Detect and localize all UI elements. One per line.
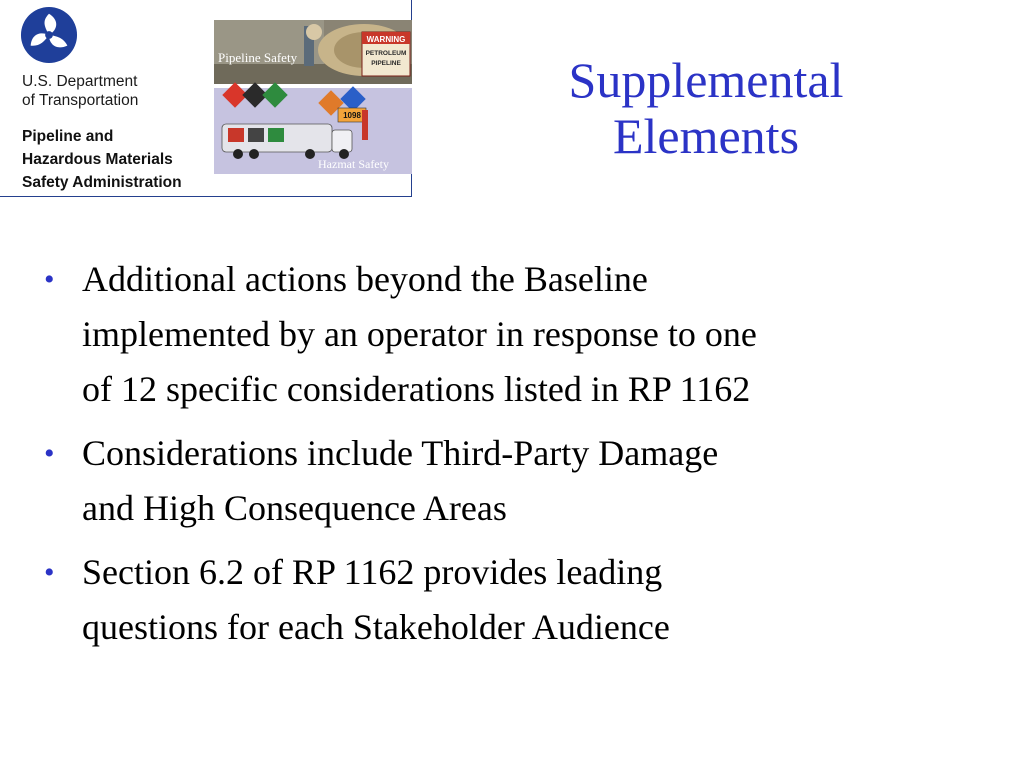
agency-header (0, 0, 412, 197)
bullet-line: questions for each Stakeholder Audience (82, 607, 670, 647)
bullet-item (40, 426, 1000, 536)
bullet-line: implemented by an operator in response to one (82, 314, 757, 354)
sign-line: PIPELINE (371, 60, 401, 67)
slide-title (478, 52, 934, 164)
sign-line: WARNING (366, 35, 406, 44)
placard-number: 1098 (343, 111, 361, 120)
pipeline-safety-label: Pipeline Safety (218, 50, 298, 65)
safety-banner-image (214, 20, 412, 174)
bullet-line: of 12 specific considerations listed in RP 1162 (82, 369, 751, 409)
agency-line: Hazardous Materials (22, 151, 173, 168)
bullet-line: Section 6.2 of RP 1162 provides leading (82, 552, 663, 592)
department-line: of Transportation (22, 92, 139, 109)
hazmat-safety-label: Hazmat Safety (318, 157, 389, 171)
bullet-icon: • (44, 437, 55, 470)
bullet-line: and High Consequence Areas (82, 488, 507, 528)
agency-line: Pipeline and (22, 128, 114, 145)
department-name (22, 72, 138, 110)
agency-line: Safety Administration (22, 174, 182, 191)
department-line: U.S. Department (22, 73, 138, 90)
warning-sign (362, 32, 410, 76)
agency-name (22, 125, 182, 194)
bullet-item (40, 252, 1000, 417)
bullet-item (40, 545, 1000, 655)
title-line: Supplemental (568, 52, 844, 108)
bullet-icon: • (44, 556, 55, 589)
bullet-list (40, 252, 1000, 664)
sign-line: PETROLEUM (365, 50, 407, 57)
bullet-line: Additional actions beyond the Baseline (82, 259, 648, 299)
bullet-icon: • (44, 263, 55, 296)
bullet-line: Considerations include Third-Party Damage (82, 433, 719, 473)
dot-triskelion-logo-icon (20, 6, 78, 64)
title-line: Elements (612, 108, 800, 164)
